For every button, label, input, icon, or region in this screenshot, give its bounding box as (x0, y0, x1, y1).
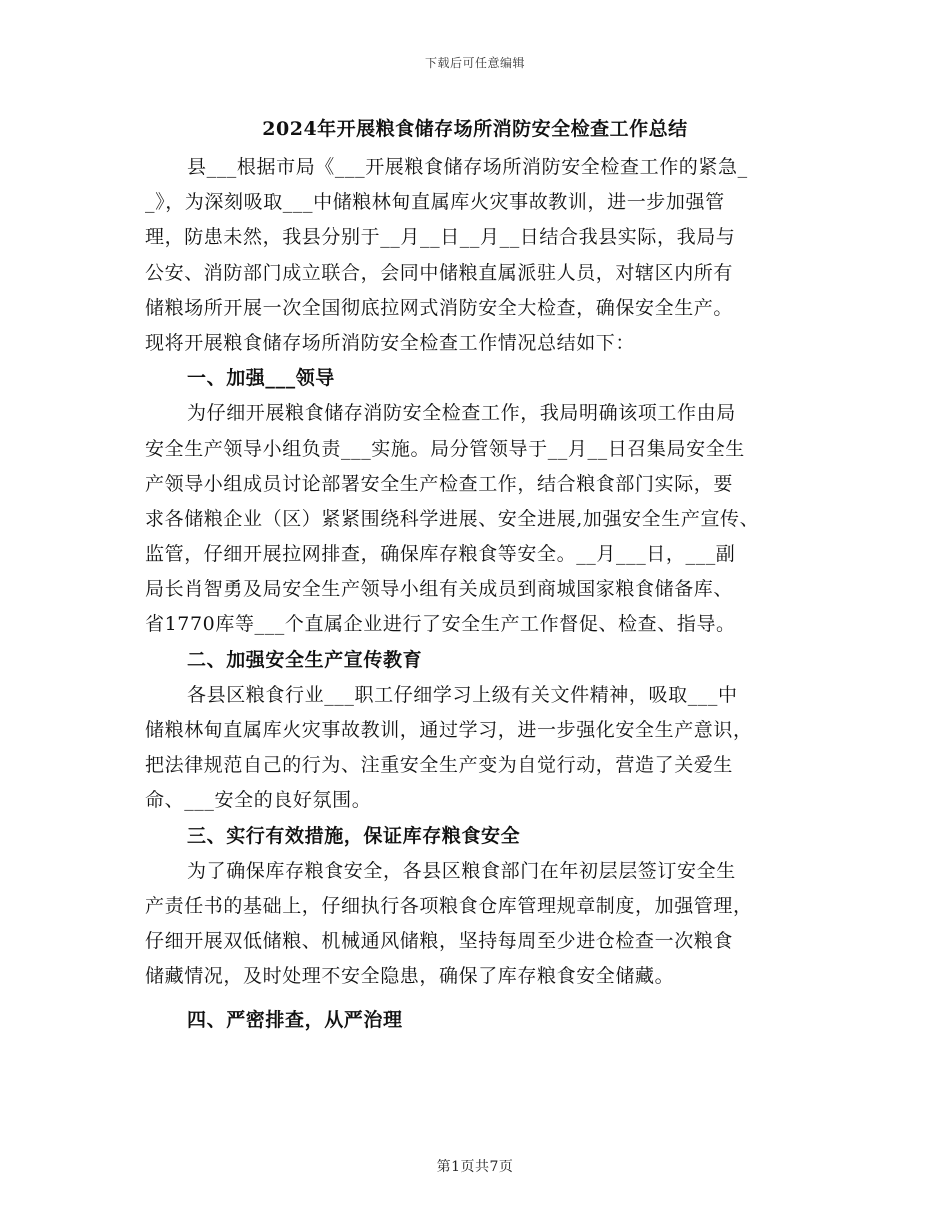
document-title: 2024年开展粮食储存场所消防安全检查工作总结 (262, 118, 688, 140)
section-heading-4: 四、严密排查，从严治理 (187, 1008, 403, 1031)
blank-line (145, 995, 825, 1003)
body-line: 求各储粮企业（区）紧紧围绕科学进展、安全进展,加强安全生产宣传、 (145, 507, 760, 530)
header-note: 下载后可任意编辑 (424, 56, 525, 70)
body-line: 理，防患未然，我县分别于__月__日__月__日结合我县实际，我局与 (145, 226, 736, 249)
body-line: 储粮林甸直属库火灾事故教训，通过学习，进一步强化安全生产意识， (145, 719, 753, 741)
body-line: 命、___安全的良好氛围。 (145, 789, 372, 812)
body-line: 储藏情况，及时处理不安全隐患，确保了库存粮食安全储藏。 (145, 965, 675, 988)
body-line: 省1770库等___个直属企业进行了安全生产工作督促、检查、指导。 (145, 613, 736, 636)
body-line: 产责任书的基础上，仔细执行各项粮食仓库管理规章制度，加强管理， (145, 894, 753, 917)
page-footer: 第1页共7页 (436, 1159, 514, 1175)
document-body (145, 150, 825, 1038)
body-line: 储粮场所开展一次全国彻底拉网式消防安全大检查，确保安全生产。 (145, 296, 734, 319)
body-line: 监管，仔细开展拉网排查，确保库存粮食等安全。__月___日，___副 (145, 543, 736, 566)
body-line: 县___根据市局《___开展粮食储存场所消防安全检查工作的紧急_ (187, 156, 748, 178)
body-line: 为了确保库存粮食安全，各县区粮食部门在年初层层签订安全生 (187, 859, 736, 882)
section-heading-3: 三、实行有效措施，保证库存粮食安全 (187, 824, 521, 847)
body-line: 局长肖智勇及局安全生产领导小组有关成员到商城国家粮食储备库、 (145, 578, 734, 601)
body-line: 把法律规范自己的行为、注重安全生产变为自觉行动，营造了关爱生 (145, 754, 734, 777)
body-line: 产领导小组成员讨论部署安全生产检查工作，结合粮食部门实际，要 (145, 472, 734, 495)
body-line: 仔细开展双低储粮、机械通风储粮，坚持每周至少进仓检查一次粮食 (145, 930, 734, 953)
body-line: 公安、消防部门成立联合，会同中储粮直属派驻人员，对辖区内所有 (145, 261, 734, 284)
body-line: 各县区粮食行业___职工仔细学习上级有关文件精神，吸取___中 (187, 683, 738, 706)
body-line: 为仔细开展粮食储存消防安全检查工作，我局明确该项工作由局 (187, 402, 736, 425)
body-line: _》，为深刻吸取___中储粮林甸直属库火灾事故教训，进一步加强管 (145, 191, 725, 214)
body-line: 现将开展粮食储存场所消防安全检查工作情况总结如下： (145, 331, 636, 354)
body-line: 安全生产领导小组负责___实施。局分管领导于__月__日召集局安全生 (145, 437, 745, 460)
section-heading-1: 一、加强___领导 (187, 367, 335, 390)
section-heading-2: 二、加强安全生产宣传教育 (187, 648, 423, 671)
